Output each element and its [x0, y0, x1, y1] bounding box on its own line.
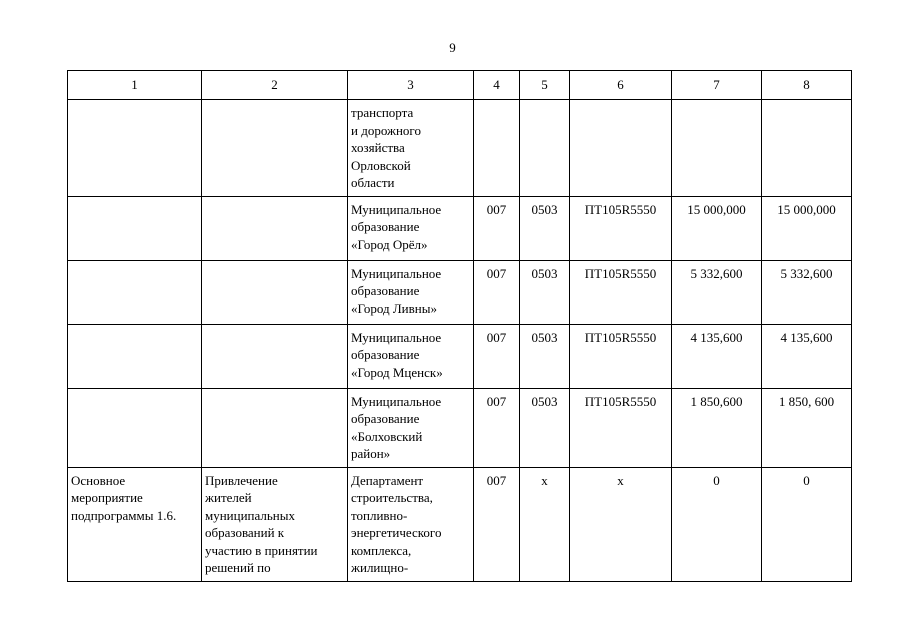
- table-cell: [202, 388, 348, 467]
- table-cell: 5 332,600: [672, 260, 762, 324]
- header-col-3: 3: [348, 71, 474, 100]
- table-cell: [474, 100, 520, 197]
- table-cell: [672, 100, 762, 197]
- table-cell: 4 135,600: [762, 324, 852, 388]
- table-cell: 0: [762, 467, 852, 581]
- table-cell: x: [520, 467, 570, 581]
- table-cell: 1 850, 600: [762, 388, 852, 467]
- table-cell: [202, 100, 348, 197]
- table-row: [68, 324, 852, 388]
- budget-table: [67, 70, 852, 582]
- table-cell: 0503: [520, 388, 570, 467]
- table-cell: [520, 100, 570, 197]
- table-row: [68, 260, 852, 324]
- table-cell: Муниципальное образование «Город Мценск»: [348, 324, 474, 388]
- table-cell: 007: [474, 467, 520, 581]
- table-cell: ПТ105R5550: [570, 260, 672, 324]
- table-row: [68, 196, 852, 260]
- table-cell: [68, 388, 202, 467]
- table-cell: Муниципальное образование «Болховский район»: [348, 388, 474, 467]
- table-cell: Муниципальное образование «Город Орёл»: [348, 196, 474, 260]
- header-col-8: 8: [762, 71, 852, 100]
- header-col-7: 7: [672, 71, 762, 100]
- table-cell: [570, 100, 672, 197]
- header-col-4: 4: [474, 71, 520, 100]
- header-col-1: 1: [68, 71, 202, 100]
- table-row: [68, 467, 852, 581]
- table-cell: 0: [672, 467, 762, 581]
- table-cell: 1 850,600: [672, 388, 762, 467]
- table-cell: [202, 196, 348, 260]
- table-cell: x: [570, 467, 672, 581]
- table-cell: 15 000,000: [672, 196, 762, 260]
- table-cell: Департамент строительства, топливно- энергетического комплекса, жилищно-: [348, 467, 474, 581]
- table-cell: 007: [474, 324, 520, 388]
- table-cell: транспорта и дорожного хозяйства Орловской области: [348, 100, 474, 197]
- table-cell: 007: [474, 388, 520, 467]
- table-cell: [762, 100, 852, 197]
- table-cell: 15 000,000: [762, 196, 852, 260]
- table-cell: ПТ105R5550: [570, 324, 672, 388]
- table-cell: Привлечение жителей муниципальных образований к участию в принятии решений по: [202, 467, 348, 581]
- table-cell: 5 332,600: [762, 260, 852, 324]
- table-cell: [68, 324, 202, 388]
- table-row: [68, 100, 852, 197]
- table-cell: [68, 100, 202, 197]
- table-cell: 0503: [520, 260, 570, 324]
- table-cell: 007: [474, 260, 520, 324]
- table-cell: [68, 260, 202, 324]
- table-cell: [202, 324, 348, 388]
- table-cell: [68, 196, 202, 260]
- header-col-5: 5: [520, 71, 570, 100]
- table-cell: 0503: [520, 324, 570, 388]
- table-cell: ПТ105R5550: [570, 196, 672, 260]
- table-cell: [202, 260, 348, 324]
- header-col-2: 2: [202, 71, 348, 100]
- header-col-6: 6: [570, 71, 672, 100]
- page-number: 9: [449, 40, 456, 55]
- table-cell: 0503: [520, 196, 570, 260]
- table-cell: ПТ105R5550: [570, 388, 672, 467]
- table-cell: Основное мероприятие подпрограммы 1.6.: [68, 467, 202, 581]
- table-cell: Муниципальное образование «Город Ливны»: [348, 260, 474, 324]
- table-cell: 4 135,600: [672, 324, 762, 388]
- header-row: [68, 71, 852, 100]
- table-row: [68, 388, 852, 467]
- table-cell: 007: [474, 196, 520, 260]
